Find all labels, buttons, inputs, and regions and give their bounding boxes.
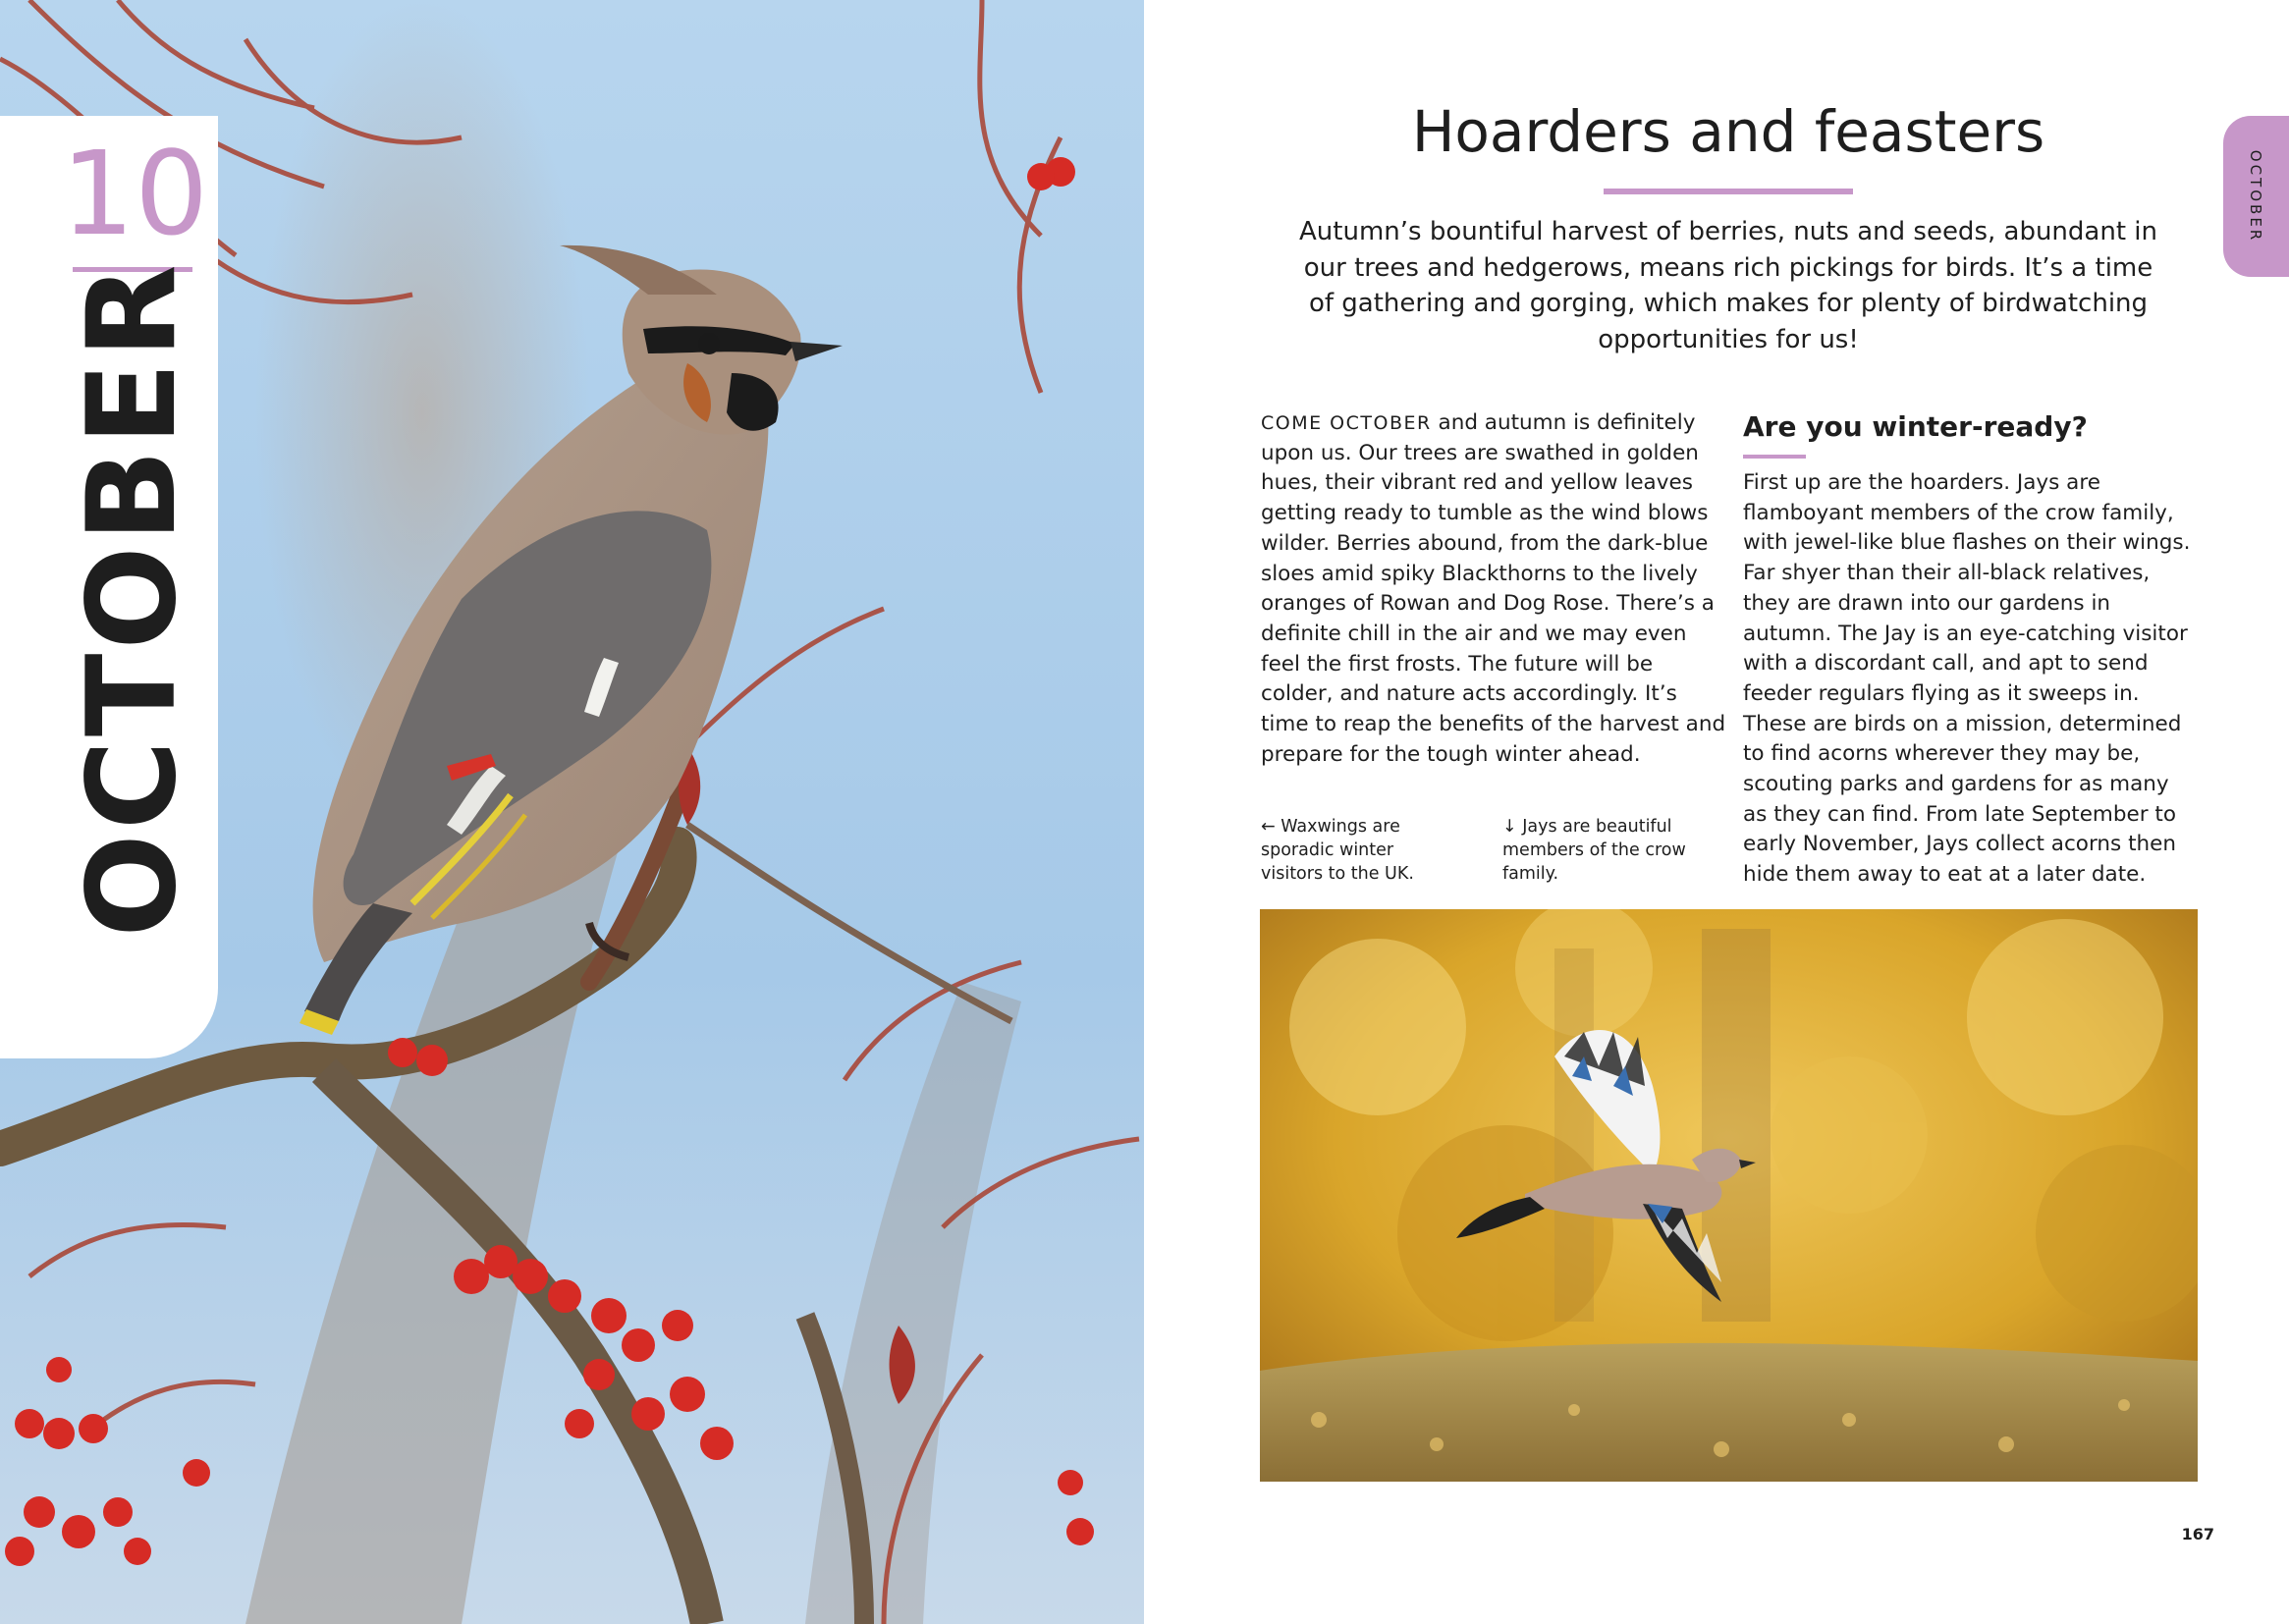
body-column-left	[1261, 408, 1728, 770]
waxwing-caption: ← Waxwings are sporadic winter visitors to the UK.	[1261, 817, 1414, 884]
lead-in: COME OCTOBER	[1261, 412, 1432, 434]
chapter-number: 10	[61, 126, 209, 261]
page-title: Hoarders and feasters	[1411, 98, 2045, 165]
jay-caption: ↓ Jays are beautiful members of the crow family.	[1502, 817, 1686, 884]
chapter-name: OCTOBER	[62, 260, 203, 938]
jay-photo	[1260, 909, 2198, 1482]
page-number: 167	[2181, 1525, 2214, 1543]
section-tab	[2223, 116, 2289, 277]
waxwing-photo	[0, 0, 1144, 1624]
intro-paragraph: Autumn’s bountiful harvest of berries, nuts and seeds, abundant in our trees and hedgerows, means rich pickings for birds. It’s a time of gathering and gorging, which makes for plenty of birdwatching opportunities for us!	[1299, 217, 2157, 354]
section-tab-label: OCTOBER	[2247, 149, 2264, 244]
body-text-right: First up are the hoarders. Jays are flamboyant members of the crow family, with jewel-like blue flashes on their wings. Far shyer than their all-black relatives, they are drawn into our gardens in autumn. The Jay is an eye-catching visitor with a discordant call, and apt to send feeder regulars flying as it sweeps in. These are birds on a mission, determined to find acorns wherever they may be, scouting parks and gardens for as many as they can find. From late September to early November, Jays collect acorns then hide them away to eat at a later date.	[1743, 470, 2191, 888]
title-divider	[1604, 189, 1853, 194]
jay-illustration	[1260, 909, 2198, 1482]
section-heading: Are you winter-ready?	[1743, 410, 2088, 443]
section-heading-divider	[1743, 455, 1806, 459]
body-text-left: and autumn is definitely upon us. Our trees are swathed in golden hues, their vibrant red and yellow leaves getting ready to tumble as the wind blows wilder. Berries abound, from the dark-blue sloes amid spiky Blackthorns to the lively oranges of Rowan and Dog Rose. There’s a definite chill in the air and we may even feel the first frosts. The future will be colder, and nature acts accordingly. It’s time to reap the benefits of the harvest and prepare for the tough winter ahead.	[1261, 410, 1726, 767]
